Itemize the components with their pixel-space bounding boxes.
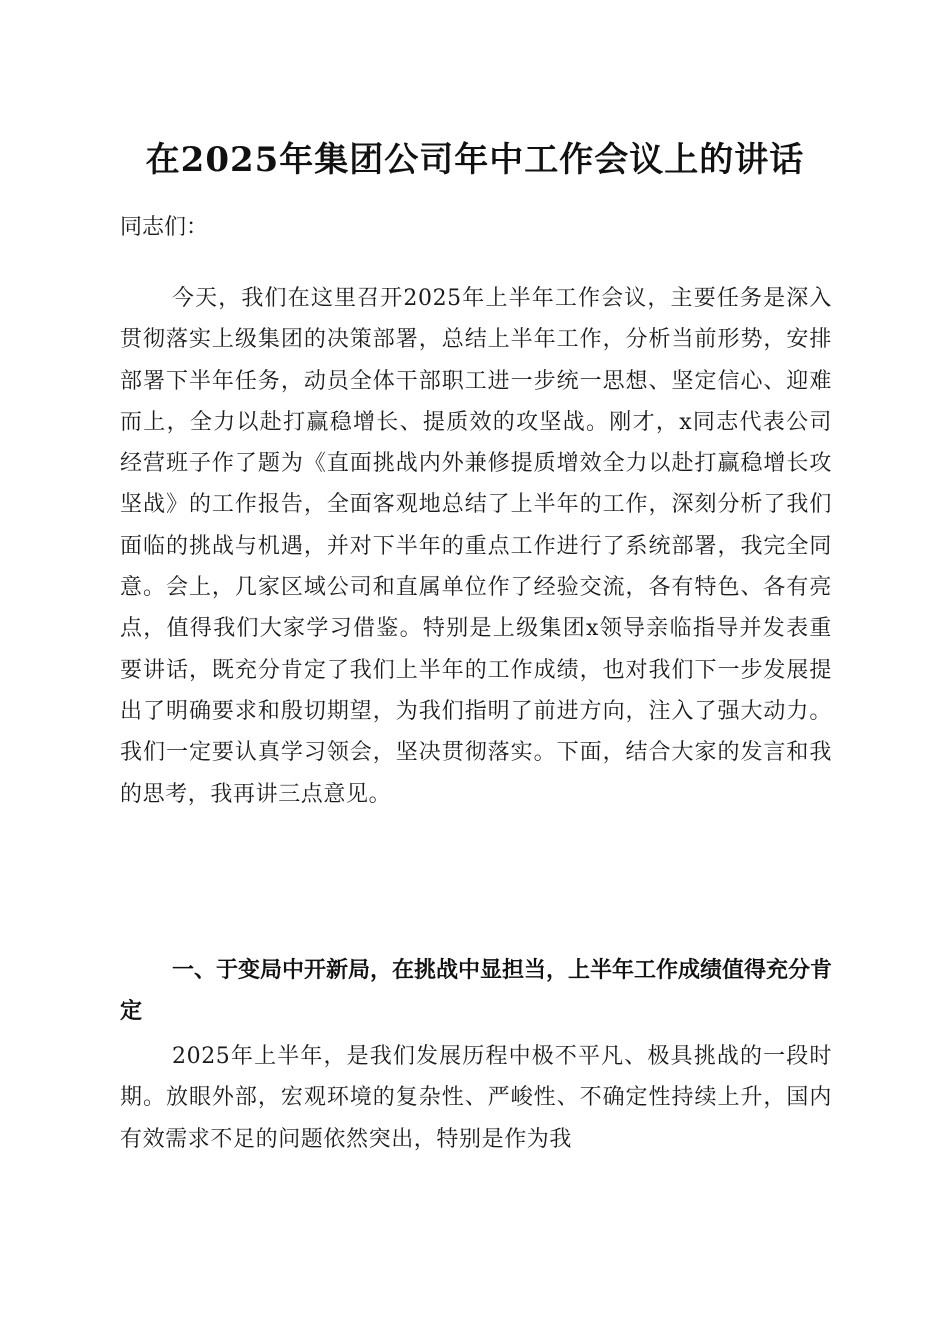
section-heading-1: 一、于变局中开新局，在挑战中显担当，上半年工作成绩值得充分肯定 <box>120 958 833 1024</box>
document-title: 在2025年集团公司年中工作会议上的讲话 <box>145 140 805 180</box>
salutation: 同志们： <box>120 215 209 240</box>
section-1-paragraph: 2025年上半年，是我们发展历程中极不平凡、极具挑战的一段时期。放眼外部，宏观环境的复杂性、严峻性、不确定性持续上升，国内有效需求不足的问题依然突出，特别是作为我 <box>120 1044 832 1152</box>
opening-paragraph: 今天，我们在这里召开2025年上半年工作会议，主要任务是深入贯彻落实上级集团的决策部署，总结上半年工作，分析当前形势，安排部署下半年任务，动员全体干部职工进一步统一思想、坚定信心、迎难而上，全力以赴打赢稳增长、提质效的攻坚战。刚才，x同志代表公司经营班子作了题为《直面挑战内外兼修提质增效全力以赴打赢稳增长攻坚战》的工作报告，全面客观地总结了上半年的工作，深刻分析了我们面临的挑战与机遇，并对下半年的重点工作进行了系统部署，我完全同意。会上，几家区域公司和直属单位作了经验交流，各有特色、各有亮点，值得我们大家学习借鉴。特别是上级集团x领导亲临指导并发表重要讲话，既充分肯定了我们上半年的工作成绩，也对我们下一步发展提出了明确要求和殷切期望，为我们指明了前进方向，注入了强大动力。我们一定要认真学习领会，坚决贯彻落实。下面，结合大家的发言和我的思考，我再讲三点意见。 <box>120 286 832 807</box>
